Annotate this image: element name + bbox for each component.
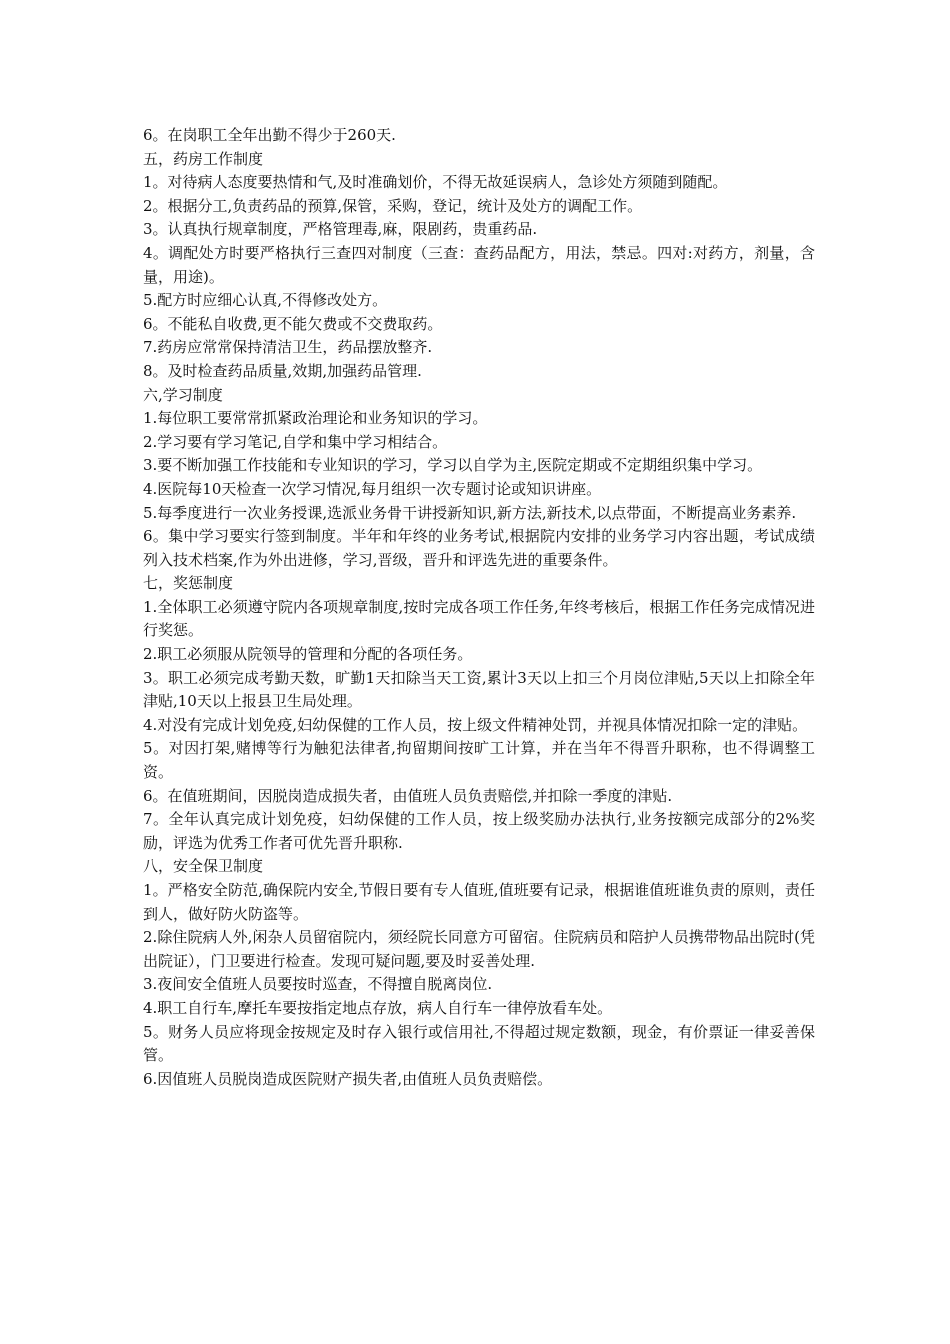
paragraph-line: 5.每季度进行一次业务授课,选派业务骨干讲授新知识,新方法,新技术,以点带面，不断提高业务素养.	[143, 503, 797, 522]
paragraph-line: 3。认真执行规章制度，严格管理毒,麻，限剧药，贵重药品.	[143, 220, 538, 239]
paragraph-line: 1.每位职工要常常抓紧政治理论和业务知识的学习。	[143, 409, 488, 428]
paragraph-line: 4。调配处方时要严格执行三查四对制度（三查：查药品配方，用法，禁忌。四对:对药方，剂量，含量，用途)。	[143, 243, 815, 286]
paragraph-line: 4.医院每10天检查一次学习情况,每月组织一次专题讨论或知识讲座。	[143, 479, 602, 498]
paragraph-line: 5。财务人员应将现金按规定及时存入银行或信用社,不得超过规定数额，现金，有价票证一律妥善保管。	[143, 1022, 815, 1065]
paragraph-line: 1。对待病人态度要热情和气,及时准确划价，不得无故延误病人，急诊处方须随到随配。	[143, 173, 728, 192]
paragraph-line: 5。对因打架,赌博等行为触犯法律者,拘留期间按旷工计算，并在当年不得晋升职称，也不得调整工资。	[143, 739, 815, 782]
paragraph-line: 6。集中学习要实行签到制度。半年和年终的业务考试,根据院内安排的业务学习内容出题，考试成绩列入技术档案,作为外出进修，学习,晋级，晋升和评选先进的重要条件。	[143, 527, 815, 569]
paragraph-line: 2.职工必须服从院领导的管理和分配的各项任务。	[143, 645, 473, 664]
document-body	[143, 124, 815, 1091]
paragraph-line: 2.学习要有学习笔记,自学和集中学习相结合。	[143, 432, 448, 451]
paragraph-line: 7.药房应常常保持清洁卫生，药品摆放整齐.	[143, 338, 433, 357]
section-heading: 六,学习制度	[143, 385, 223, 404]
section-heading: 七，奖惩制度	[143, 574, 234, 593]
paragraph-line: 3。职工必须完成考勤天数，旷勤1天扣除当天工资,累计3天以上扣三个月岗位津贴,5天以上扣除全年津贴,10天以上报县卫生局处理。	[143, 668, 815, 711]
paragraph-line: 2.除住院病人外,闲杂人员留宿院内，须经院长同意方可留宿。住院病员和陪护人员携带物品出院时(凭出院证），门卫要进行检查。发现可疑问题,要及时妥善处理.	[143, 928, 815, 970]
paragraph-line: 4.职工自行车,摩托车要按指定地点存放，病人自行车一律停放看车处。	[143, 998, 613, 1017]
paragraph-line: 6。在岗职工全年出勤不得少于260天.	[143, 126, 396, 144]
section-heading: 八，安全保卫制度	[143, 857, 264, 876]
paragraph-line: 8。及时检查药品质量,效期,加强药品管理.	[143, 361, 422, 380]
paragraph-line: 6.因值班人员脱岗造成医院财产损失者,由值班人员负责赔偿。	[143, 1069, 553, 1088]
section-heading: 五，药房工作制度	[143, 149, 264, 168]
paragraph-line: 3.夜间安全值班人员要按时巡查，不得擅自脱离岗位.	[143, 975, 493, 994]
paragraph-line: 1。严格安全防范,确保院内安全,节假日要有专人值班,值班要有记录，根据谁值班谁负责的原则，责任到人，做好防火防盗等。	[143, 881, 815, 923]
paragraph-line: 1.全体职工必须遵守院内各项规章制度,按时完成各项工作任务,年终考核后，根据工作任务完成情况进行奖惩。	[143, 597, 815, 640]
paragraph-line: 4.对没有完成计划免疫,妇幼保健的工作人员，按上级文件精神处罚，并视具体情况扣除一定的津贴。	[143, 715, 808, 734]
paragraph-line: 5.配方时应细心认真,不得修改处方。	[143, 291, 388, 310]
paragraph-line: 3.要不断加强工作技能和专业知识的学习，学习以自学为主,医院定期或不定期组织集中学习。	[143, 456, 763, 475]
paragraph-line: 7。全年认真完成计划免疫，妇幼保健的工作人员，按上级奖励办法执行,业务按额完成部分的2%奖励，评选为优秀工作者可优先晋升职称.	[143, 810, 815, 852]
paragraph-line: 2。根据分工,负责药品的预算,保管，采购，登记，统计及处方的调配工作。	[143, 196, 643, 215]
paragraph-line: 6。不能私自收费,更不能欠费或不交费取药。	[143, 314, 443, 333]
paragraph-line: 6。在值班期间，因脱岗造成损失者，由值班人员负责赔偿,并扣除一季度的津贴.	[143, 786, 673, 805]
